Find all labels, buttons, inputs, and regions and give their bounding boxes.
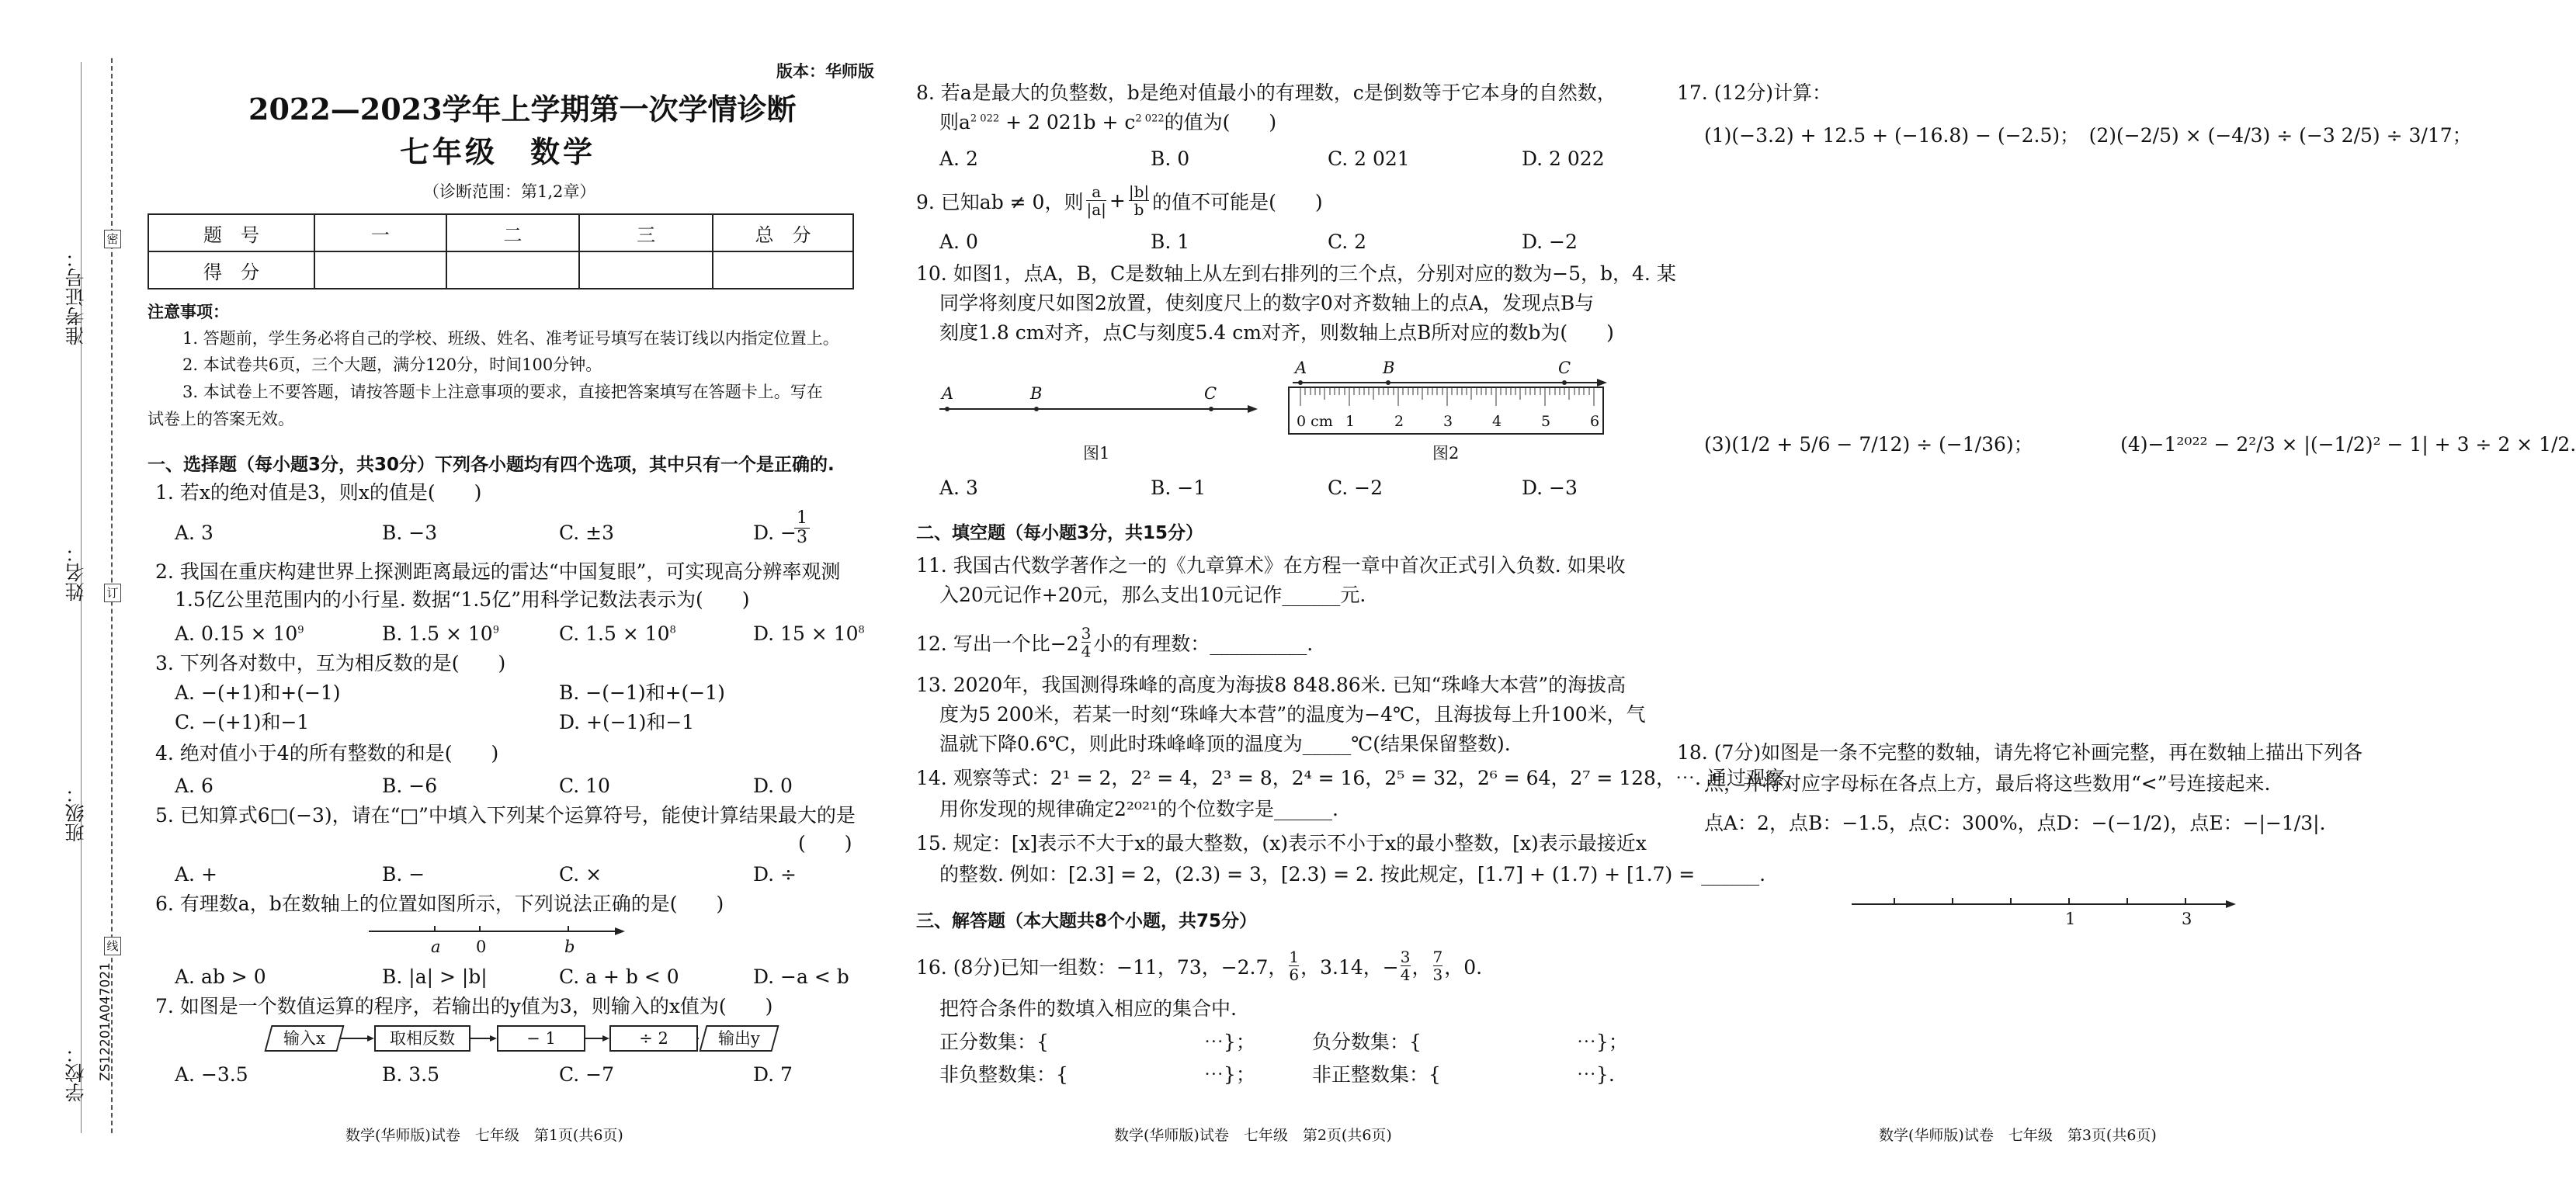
question-2-line-2: 1.5亿公里范围内的小行星. 数据“1.5亿”用科学记数法表示为( ) [175,588,750,611]
q2-option-a: A. $0.15 \times 10^9$ [175,622,304,645]
question-18-line-2: 点，并将对应字母标在各点上方，最后将这些数用“<”号连接起来. [1704,772,2271,795]
question-17-parts-1-2: (1)(−3.2) + 12.5 + (−16.8) − (−2.5)； (2)(−2/5) × (−4/3) ÷ (−3 2/5) ÷ 3/17； [1704,124,2472,147]
score-header-cell: 一 [314,214,446,251]
q1-frac-num: 1 [794,509,810,529]
q16-fraction-2: $\frac{3}{4}$ [1400,948,1411,984]
q8-option-c: C. 2 021 [1328,147,1410,170]
question-8-line-1: 8. 若a是最大的负整数，b是绝对值最小的有理数，c是倒数等于它本身的自然数， [916,81,1616,104]
question-7: 7. 如图是一个数值运算的程序，若输出的y值为3，则输入的x值为( ) [155,995,773,1017]
question-11-line-1: 11. 我国古代数学著作之一的《九章算术》在方程一章中首次正式引入负数. 如果收 [916,554,1626,577]
page-3-footer: 数学(华师版)试卷 七年级 第3页(共6页) [1879,1127,2157,1144]
question-18-line-1: 18. (7分)如图是一条不完整的数轴，请先将它补画完整，再在数轴上描出下列各 [1677,741,2363,764]
score-header-cell: 三 [579,214,713,251]
q8-option-d: D. 2 022 [1522,147,1605,170]
ruler-label-4: 4 [1492,413,1502,430]
q3-option-a: A. −(+1)和+(−1) [175,681,341,704]
ruler-label-1: 1 [1345,413,1356,430]
q9-option-d: D. −2 [1522,231,1578,253]
fig1-point-c: C [1204,384,1217,403]
q18-axis-label-1: 1 [2065,910,2076,928]
score-header-cell: 二 [446,214,580,251]
question-17-parts-3-4: (3)(1/2 + 5/6 − 7/12) ÷ (−1/36)； (4)−1²⁰²² − 2²/3 × |(−1/2)² − 1| + 3 ÷ 2 × 1/2. [1704,433,2576,456]
flow-input-box: 输入x [264,1025,344,1052]
question-15-line-2: 的整数. 例如：[2.3] = 2，(2.3) = 3，[2.3) = 2. 按此规定，[1.7] + (1.7) + [1.7) = ______. [939,863,1766,886]
page-2-footer: 数学(华师版)试卷 七年级 第2页(共6页) [1114,1127,1392,1144]
fig1-point-b: B [1030,384,1043,403]
question-9: 9. 已知ab ≠ 0，则 a |a| + $\frac{|b|}{b}$ 的值不可能是( ) [916,182,1323,219]
q9-fraction-2: $\frac{|b|}{b}$ [1128,182,1150,219]
q6-label-b: b [564,938,575,956]
exam-scope: （诊断范围：第1,2章） [423,182,596,201]
question-16-instruction: 把符合条件的数填入相应的集合中. [939,997,1237,1020]
question-2-line-1: 2. 我国在重庆构建世界上探测距离最远的雷达“中国复眼”，可实现高分辨率观测 [155,560,841,583]
name-label: 姓名： [64,543,87,601]
exam-code: ZS12201A047021 [98,962,113,1082]
q6-label-a: a [431,938,441,956]
ruler-label-2: 2 [1394,413,1404,430]
question-13-line-2: 度为5 200米，若某一时刻“珠峰大本营”的温度为−4℃，且海拔每上升100米，气 [939,703,1646,726]
q6-option-b: B. |a| > |b| [382,965,488,988]
figure-2-caption: 图2 [1432,444,1460,463]
exam-subtitle: 七年级 数学 [400,134,596,169]
q4-option-b: B. −6 [382,775,438,797]
score-table [148,213,854,289]
question-10-line-1: 10. 如图1，点A，B，C是数轴上从左到右排列的三个点，分别对应的数为−5，b，4. 某 [916,262,1676,285]
score-cell [579,251,713,289]
question-18-points: 点A：2，点B：−1.5，点C：300%，点D：−(−1/2)，点E：−|−1/3|. [1704,812,2326,834]
q3-option-c: C. −(+1)和−1 [175,711,310,733]
question-10-line-3: 刻度1.8 cm对齐，点C与刻度5.4 cm对齐，则数轴上点B所对应的数b为( ) [939,321,1614,344]
question-12: 12. 写出一个比−2 3 4 小的有理数：__________. [916,624,1314,660]
q7-option-a: A. −3.5 [175,1063,248,1086]
question-6: 6. 有理数a，b在数轴上的位置如图所示，下列说法正确的是( ) [155,893,724,915]
seal-mi: 密 [104,230,121,248]
question-13-line-3: 温就下降0.6℃，则此时珠峰峰顶的温度为_____℃(结果保留整数). [939,733,1511,755]
q4-option-a: A. 6 [175,775,214,797]
score-header-cell: 总 分 [713,214,853,251]
question-4: 4. 绝对值小于4的所有整数的和是( ) [155,742,499,764]
section-2-heading: 二、填空题（每小题3分，共15分） [916,523,1204,543]
question-14-line-1: 14. 观察等式：2¹ = 2，2² = 4，2³ = 8，2⁴ = 16，2⁵ = 32，2⁶ = 64，2⁷ = 128，⋯. 通过观察， [916,767,1804,789]
fig2-point-a: A [1295,359,1307,377]
q4-option-d: D. 0 [753,775,793,797]
score-cell [713,251,853,289]
q5-answer-paren: ( ) [798,832,852,854]
question-3: 3. 下列各对数中，互为相反数的是( ) [155,652,506,674]
set-nonnegative-integers: 非负整数集：{ ⋯}； [939,1063,1255,1086]
q2-option-c: C. $1.5 \times 10^8$ [559,622,676,645]
score-cell [314,251,446,289]
q5-option-d: D. ÷ [753,863,797,886]
q6-option-d: D. −a < b [753,965,849,988]
q3-option-b: B. −(−1)和+(−1) [559,681,725,704]
question-15-line-1: 15. 规定：[x]表示不大于x的最大整数，(x)表示不小于x的最小整数，[x)表示最接近x [916,832,1647,854]
exam-number-label: 准考证号： [64,248,87,345]
flow-divide-box: ÷ 2 [609,1025,698,1052]
q5-option-a: A. + [175,863,217,886]
section-1-heading: 一、选择题（每小题3分，共30分）下列各小题均有四个选项，其中只有一个是正确的. [148,455,835,475]
flow-arrows [340,1032,713,1048]
ruler-label-6: 6 [1590,413,1600,430]
q9-option-b: B. 1 [1151,231,1190,253]
q2-option-d: D. $15 \times 10^8$ [753,622,865,645]
question-13-line-1: 13. 2020年，我国测得珠峰的高度为海拔8 848.86米. 已知“珠峰大本营”的海拔高 [916,674,1626,696]
page-1-footer: 数学(华师版)试卷 七年级 第1页(共6页) [345,1127,623,1144]
seal-ding: 订 [104,584,121,602]
class-label: 班级： [64,784,87,842]
question-10-line-2: 同学将刻度尺如图2放置，使刻度尺上的数字0对齐数轴上的点A，发现点B与 [939,292,1595,314]
question-1: 1. 若x的绝对值是3，则x的值是( ) [155,481,482,504]
note-3: 3. 本试卷上不要答题，请按答题卡上注意事项的要求，直接把答案填写在答题卡上。写在 [182,383,823,401]
score-row-label: 得 分 [148,251,314,289]
q1-frac-den: 3 [797,528,807,548]
question-14-line-2: 用你发现的规律确定2²⁰²¹的个位数字是______. [939,798,1338,820]
q6-option-c: C. a + b < 0 [559,965,679,988]
set-nonpositive-integers: 非正整数集：{ ⋯}. [1312,1063,1615,1086]
question-16: 16. (8分)已知一组数：−11，73，−2.7， 1 6 ，3.14，− $\frac{3}{4}$ ， 7 3 ，0. [916,948,1483,984]
q2-option-b: B. $1.5 \times 10^9$ [382,622,499,645]
q10-option-b: B. −1 [1151,477,1206,499]
q1-option-c: C. ±3 [559,522,614,544]
fig2-point-b: B [1383,359,1395,377]
q10-option-d: D. −3 [1522,477,1578,499]
ruler-label-5: 5 [1541,413,1551,430]
q1-option-d: D. − [753,522,797,544]
q5-option-b: B. − [382,863,425,886]
ruler-ticks [1300,387,1594,406]
q6-number-line [365,922,629,945]
question-5: 5. 已知算式6□(−3)，请在“□”中填入下列某个运算符号，能使计算结果最大的是 [155,804,856,827]
q5-option-c: C. × [559,863,602,886]
seal-xian: 线 [104,937,121,955]
version-label: 版本：华师版 [776,62,874,81]
note-1: 1. 答题前，学生务必将自己的学校、班级、姓名、准考证号填写在装订线以内指定位置上。 [182,329,839,348]
q7-option-b: B. 3.5 [382,1063,440,1086]
q7-option-d: D. 7 [753,1063,793,1086]
q1-option-b: B. −3 [382,522,438,544]
fig1-point-a: A [942,384,954,403]
q1-fraction [794,509,810,547]
q9-fraction-1: a |a| [1086,182,1106,219]
q7-option-c: C. −7 [559,1063,614,1086]
q16-fraction-3: 7 3 [1432,948,1443,984]
question-17: 17. (12分)计算： [1677,81,1832,104]
notes-title: 注意事项： [148,303,229,321]
q9-option-c: C. 2 [1328,231,1367,253]
question-8-line-2: 则$a^{2 022} + 2$ $021b + c^{2 022}$的值为( ) [939,111,1277,133]
note-2: 2. 本试卷共6页，三个大题，满分120分，时间100分钟。 [182,355,602,374]
q12-fraction: 3 4 [1081,624,1092,660]
q9-option-a: A. 0 [939,231,978,253]
flow-minus-box: − 1 [497,1025,585,1052]
score-header-cell: 题 号 [148,214,314,251]
flow-negate-box: 取相反数 [374,1025,470,1052]
q8-option-a: A. 2 [939,147,978,170]
school-label: 学校： [64,1044,87,1102]
q16-fraction-1: 1 6 [1289,948,1300,984]
q8-option-b: B. 0 [1151,147,1190,170]
question-11-line-2: 入20元记作+20元，那么支出10元记作______元. [939,584,1366,606]
q1-option-a: A. 3 [175,522,214,544]
set-negative-fractions: 负分数集：{ ⋯}； [1312,1031,1628,1053]
exam-title: 2022—2023学年上学期第一次学情诊断 [248,92,797,127]
q4-option-c: C. 10 [559,775,610,797]
flow-output-box: 输出y [699,1025,779,1052]
ruler-label-0: 0 cm [1297,413,1333,430]
score-cell [446,251,580,289]
q6-label-zero: 0 [476,938,487,956]
q3-option-d: D. +(−1)和−1 [559,711,695,733]
note-4: 试卷上的答案无效。 [148,410,294,428]
section-3-heading: 三、解答题（本大题共8个小题，共75分） [916,911,1258,931]
q10-option-c: C. −2 [1328,477,1383,499]
fig2-point-c: C [1558,359,1571,377]
q18-axis-label-3: 3 [2182,910,2192,928]
q6-option-a: A. ab > 0 [175,965,266,988]
ruler-label-3: 3 [1443,413,1453,430]
figure-1-caption: 图1 [1083,444,1110,463]
set-positive-fractions: 正分数集：{ ⋯}； [939,1031,1255,1053]
q10-option-a: A. 3 [939,477,978,499]
